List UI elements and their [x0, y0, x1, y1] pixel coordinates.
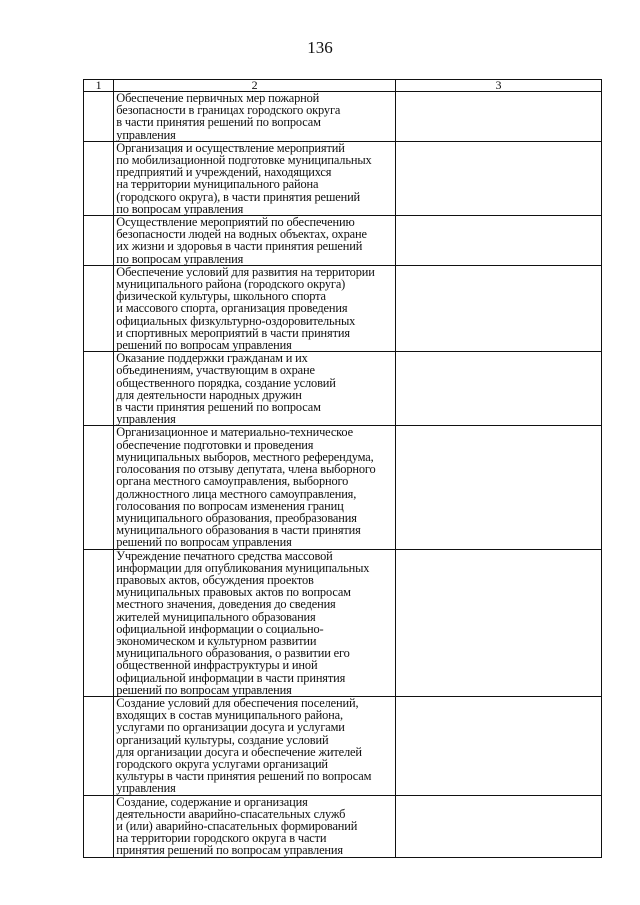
column-header-2: 2	[114, 80, 396, 92]
row-number-cell	[84, 795, 114, 857]
table-row	[84, 795, 602, 857]
table-row	[84, 265, 602, 351]
table-row	[84, 92, 602, 142]
authority-description-cell: Обеспечение условий для развития на территории муниципального района (городского округа) физической культуры, школьного спорта и массового спорта, организация проведения официальных физкультурно-оздоровительных и спортивных мероприятий в части принятия решений по вопросам управления	[114, 265, 396, 351]
table-row	[84, 141, 602, 215]
details-cell	[396, 265, 602, 351]
authority-description-cell: Учреждение печатного средства массовой информации для опубликования муниципальных правовых актов, обсуждения проектов муниципальных правовых актов по вопросам местного значения, доведения до сведения жителей муниципального образования официальной информации о социально- экономическом и культурном развитии муниципального образования, о развитии его общественной инфраструктуры и иной официальной информации в части принятия решений по вопросам управления	[114, 549, 396, 696]
column-header-1: 1	[84, 80, 114, 92]
details-cell	[396, 352, 602, 426]
row-number-cell	[84, 92, 114, 142]
details-cell	[396, 795, 602, 857]
page-number: 136	[307, 38, 333, 57]
details-cell	[396, 549, 602, 696]
table-row	[84, 549, 602, 696]
table-body	[84, 92, 602, 858]
row-number-cell	[84, 141, 114, 215]
row-number-cell	[84, 352, 114, 426]
table-row	[84, 352, 602, 426]
details-cell	[396, 696, 602, 795]
authority-description-cell: Осуществление мероприятий по обеспечению безопасности людей на водных объектах, охране их жизни и здоровья в части принятия решений по вопросам управления	[114, 216, 396, 266]
column-header-3: 3	[396, 80, 602, 92]
table-row	[84, 426, 602, 549]
table-header	[84, 80, 602, 92]
details-cell	[396, 216, 602, 266]
table-header-row	[84, 80, 602, 92]
table-row	[84, 216, 602, 266]
details-cell	[396, 426, 602, 549]
row-number-cell	[84, 426, 114, 549]
authority-description-cell: Создание условий для обеспечения поселений, входящих в состав муниципального района, услугами по организации досуга и услугами организаций культуры, создание условий для организации досуга и обеспечение жителей городского округа услугами организаций культуры в части принятия решений по вопросам управления	[114, 696, 396, 795]
table-row	[84, 696, 602, 795]
row-number-cell	[84, 549, 114, 696]
document-table	[83, 79, 602, 858]
authority-description-cell: Организация и осуществление мероприятий по мобилизационной подготовке муниципальных предприятий и учреждений, находящихся на территории муниципального района (городского округа), в части принятия решений по вопросам управления	[114, 141, 396, 215]
row-number-cell	[84, 265, 114, 351]
authority-description-cell: Оказание поддержки гражданам и их объединениям, участвующим в охране общественного порядка, создание условий для деятельности народных дружин в части принятия решений по вопросам управления	[114, 352, 396, 426]
authority-description-cell: Обеспечение первичных мер пожарной безопасности в границах городского округа в части принятия решений по вопросам управления	[114, 92, 396, 142]
row-number-cell	[84, 216, 114, 266]
details-cell	[396, 141, 602, 215]
details-cell	[396, 92, 602, 142]
authority-description-cell: Создание, содержание и организация деятельности аварийно-спасательных служб и (или) аварийно-спасательных формирований на территории городского округа в части принятия решений по вопросам управления	[114, 795, 396, 857]
row-number-cell	[84, 696, 114, 795]
authority-description-cell: Организационное и материально-техническое обеспечение подготовки и проведения муниципальных выборов, местного референдума, голосования по отзыву депутата, члена выборного органа местного самоуправления, выборного должностного лица местного самоуправления, голосования по вопросам изменения границ муниципального образования, преобразования муниципального образования в части принятия решений по вопросам управления	[114, 426, 396, 549]
